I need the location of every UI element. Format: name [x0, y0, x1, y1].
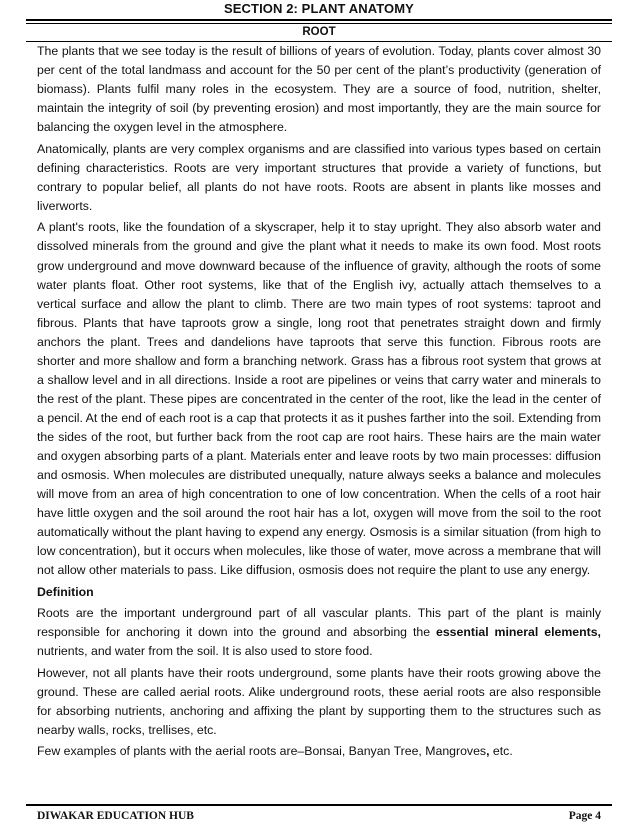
header-divider	[26, 19, 612, 21]
topic-title: ROOT	[26, 23, 612, 42]
examples-bold-comma: ,	[486, 744, 490, 759]
definition-bold-term: essential mineral elements,	[435, 624, 601, 639]
page-number: Page 4	[568, 810, 601, 822]
paragraph-examples	[37, 742, 601, 761]
paragraph-root-functions: A plant's roots, like the foundation of a skyscraper, help it to stay upright. They also absorb water and dissolved minerals from the ground and give the plant what it needs to make its own food. Most roots grow underground and move downward because of the influence of gravity, although the roots of some water plants float. Other root systems, like that of the English ivy, actually attach themselves to a vertical surface and allow the plant to climb. There are two main types of root systems: taproot and fibrous. Plants that have taproots grow a single, long root that penetrates straight down and firmly anchors the plant. Trees and dandelions have taproots that serve this function. Fibrous roots are shorter and more shallow and form a branching network. Grass has a fibrous root system that grows at a shallow level and in all directions. Inside a root are pipelines or veins that carry water and minerals to the rest of the plant. These pipes are concentrated in the center of the root, like the lead in the center of a pencil. At the end of each root is a cap that protects it as it pushes farther into the soil. Extending from the sides of the root, but further back from the root cap are root hairs. These hairs are the main water and oxygen absorbing parts of a plant. Materials enter and leave roots by two main processes: diffusion and osmosis. When molecules are distributed unequally, nature always seeks a balance and molecules will move from an area of high concentration to one of low concentration. When the cells of a root hair have little oxygen and the soil around the root hair has a lot, oxygen will move from the soil to the root automatically without the plant having to expend any energy. Osmosis is a similar situation (from high to low concentration), but it occurs when molecules, like those of water, move across a membrane that will not allow other materials to pass. Like diffusion, osmosis does not require the plant to use any energy.	[37, 220, 601, 578]
paragraph-intro: The plants that we see today is the result of billions of years of evolution. Today, plants cover almost 30 per cent of the total landmass and account for the 50 per cent of the plant’s productivity (generation of biomass). Plants fulfil many roles in the ecosystem. They are a source of food, nutrition, shelter, maintain the integrity of soil (by preventing erosion) and most importantly, they are the main source for balancing the oxygen level in the atmosphere.	[37, 44, 601, 135]
publisher-name: DIWAKAR EDUCATION HUB	[37, 810, 194, 822]
definition-text-start: Roots are the important underground part of all vascular plants. This part of the plant is mainly responsible for anchoring it down into the ground and absorbing the	[37, 605, 601, 639]
section-title: SECTION 2: PLANT ANATOMY	[224, 1, 414, 16]
definition-heading: Definition	[37, 584, 94, 599]
examples-text-start: Few examples of plants with the aerial roots are–Bonsai, Banyan Tree, Mangroves	[37, 744, 487, 759]
examples-text-end: etc.	[489, 744, 513, 759]
paragraph-definition	[37, 604, 601, 661]
paragraph-aerial-roots: However, not all plants have their roots underground, some plants have their roots growing above the ground. These are called aerial roots. Alike underground roots, these aerial roots are also responsible for absorbing nutrients, anchoring and affixing the plant by supporting them to the structures such as nearby walls, rocks, trellises, etc.	[37, 665, 601, 737]
footer-divider	[26, 804, 612, 806]
definition-text-end: nutrients, and water from the soil. It is also used to store food.	[37, 643, 373, 658]
document-body	[37, 42, 601, 764]
paragraph-anatomy: Anatomically, plants are very complex organisms and are classified into various types based on certain defining characteristics. Roots are very important structures that provide a variety of functions, but contrary to popular belief, all plants do not have roots. Roots are absent in plants like mosses and liverworts.	[37, 141, 601, 213]
